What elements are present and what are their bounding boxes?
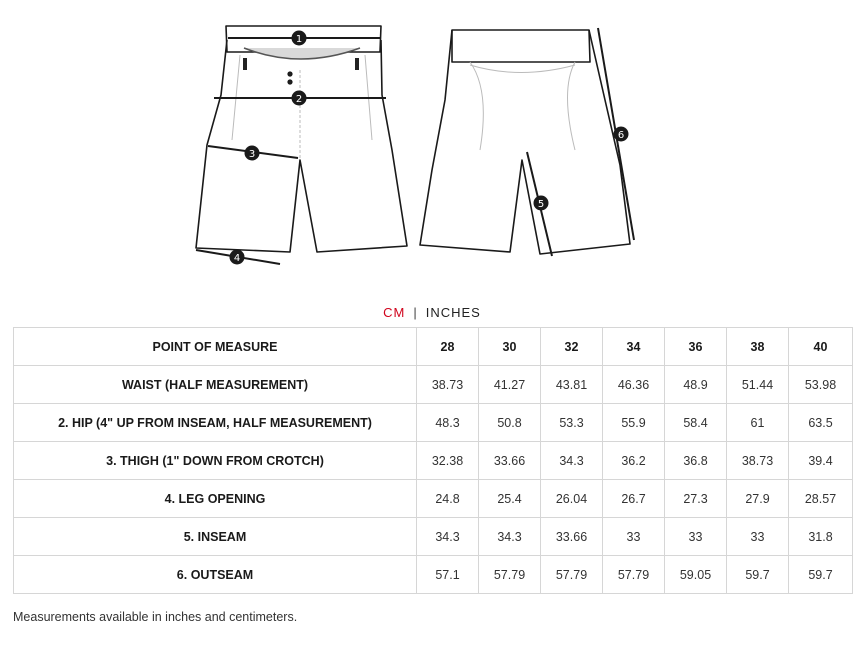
svg-text:2: 2: [295, 94, 303, 105]
column-header: 40: [789, 328, 853, 366]
measure-value: 31.8: [789, 518, 853, 556]
measure-value: 57.79: [479, 556, 541, 594]
marker-2: [292, 91, 307, 106]
column-header: 34: [603, 328, 665, 366]
measure-value: 26.7: [603, 480, 665, 518]
shorts-back-view: [420, 28, 634, 256]
measure-value: 27.9: [727, 480, 789, 518]
measure-value: 32.38: [417, 442, 479, 480]
measure-value: 57.1: [417, 556, 479, 594]
measure-value: 57.79: [541, 556, 603, 594]
column-header: POINT OF MEASURE: [14, 328, 417, 366]
measure-value: 38.73: [417, 366, 479, 404]
measure-value: 36.8: [665, 442, 727, 480]
column-header: 28: [417, 328, 479, 366]
measure-value: 33: [727, 518, 789, 556]
unit-separator: |: [413, 305, 418, 320]
marker-3: [245, 146, 260, 161]
unit-toggle: [0, 305, 864, 320]
measure-value: 39.4: [789, 442, 853, 480]
measure-value: 48.3: [417, 404, 479, 442]
size-chart-table: [13, 327, 853, 594]
measure-value: 53.3: [541, 404, 603, 442]
column-header: 32: [541, 328, 603, 366]
svg-text:4: 4: [233, 253, 241, 264]
table-row: [14, 556, 853, 594]
measure-value: 27.3: [665, 480, 727, 518]
measure-value: 38.73: [727, 442, 789, 480]
measure-label: 3. THIGH (1" DOWN FROM CROTCH): [14, 442, 417, 480]
measure-value: 25.4: [479, 480, 541, 518]
measure-value: 53.98: [789, 366, 853, 404]
measure-value: 59.05: [665, 556, 727, 594]
table-body: [14, 366, 853, 594]
table-row: [14, 518, 853, 556]
marker-6: [614, 127, 629, 142]
table-row: [14, 480, 853, 518]
unit-inches-toggle[interactable]: INCHES: [425, 305, 481, 320]
shorts-front-view: [196, 26, 407, 264]
measure-label: 5. INSEAM: [14, 518, 417, 556]
measure-label: 4. LEG OPENING: [14, 480, 417, 518]
marker-4: [230, 250, 245, 265]
table-row: [14, 404, 853, 442]
unit-cm-toggle[interactable]: CM: [383, 305, 406, 320]
measure-value: 26.04: [541, 480, 603, 518]
column-header: 36: [665, 328, 727, 366]
measure-value: 58.4: [665, 404, 727, 442]
measure-label: WAIST (HALF MEASUREMENT): [14, 366, 417, 404]
measure-value: 33: [603, 518, 665, 556]
measure-value: 50.8: [479, 404, 541, 442]
measure-value: 34.3: [541, 442, 603, 480]
measure-value: 41.27: [479, 366, 541, 404]
svg-text:5: 5: [537, 199, 545, 210]
measure-value: 59.7: [727, 556, 789, 594]
measure-value: 24.8: [417, 480, 479, 518]
measure-value: 28.57: [789, 480, 853, 518]
measure-value: 43.81: [541, 366, 603, 404]
marker-5: [534, 196, 549, 211]
measure-label: 2. HIP (4" UP FROM INSEAM, HALF MEASUREMENT): [14, 404, 417, 442]
measure-value: 34.3: [479, 518, 541, 556]
table-row: [14, 366, 853, 404]
svg-text:3: 3: [248, 149, 256, 160]
table-header-row: [14, 328, 853, 366]
measure-value: 59.7: [789, 556, 853, 594]
svg-text:1: 1: [295, 34, 303, 45]
measure-value: 33.66: [479, 442, 541, 480]
table-row: [14, 442, 853, 480]
shorts-measurement-diagram: [0, 0, 864, 290]
measure-value: 63.5: [789, 404, 853, 442]
measure-value: 36.2: [603, 442, 665, 480]
measure-value: 34.3: [417, 518, 479, 556]
measure-label: 6. OUTSEAM: [14, 556, 417, 594]
measure-value: 61: [727, 404, 789, 442]
marker-1: [292, 31, 307, 46]
footnote: Measurements available in inches and centimeters.: [13, 610, 298, 624]
svg-text:6: 6: [617, 130, 625, 141]
measure-value: 33: [665, 518, 727, 556]
measure-value: 48.9: [665, 366, 727, 404]
column-header: 38: [727, 328, 789, 366]
measure-value: 33.66: [541, 518, 603, 556]
column-header: 30: [479, 328, 541, 366]
measure-value: 46.36: [603, 366, 665, 404]
measure-value: 57.79: [603, 556, 665, 594]
measure-value: 55.9: [603, 404, 665, 442]
measure-value: 51.44: [727, 366, 789, 404]
